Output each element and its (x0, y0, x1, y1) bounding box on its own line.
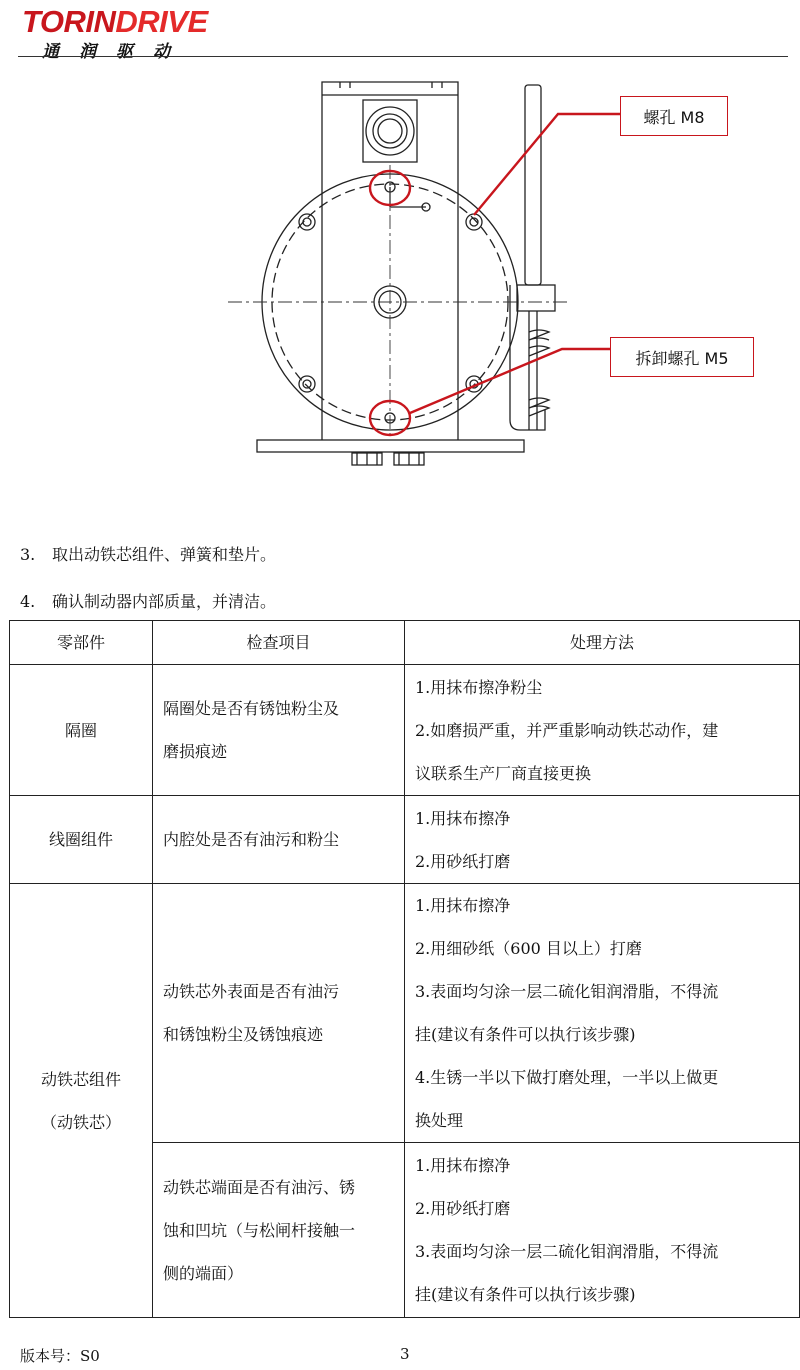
inspection-table (9, 620, 800, 1318)
method-cell: 1.用抹布擦净 2.用砂纸打磨 3.表面均匀涂一层二硫化钼润滑脂，不得流 挂(建议有条件可以执行该步骤) (405, 1143, 800, 1318)
part-cell: 动铁芯组件 （动铁芯） (10, 884, 153, 1318)
part-cell: 隔圈 (10, 665, 153, 796)
table-header-row (10, 621, 800, 665)
lever-clamp (517, 285, 555, 311)
check-cell: 动铁芯端面是否有油污、锈 蚀和凹坑（与松闸杆接触一 侧的端面） (153, 1143, 405, 1318)
version-label: 版本号：S0 (20, 1347, 100, 1365)
check-cell: 内腔处是否有油污和粉尘 (153, 796, 405, 884)
step-text: 取出动铁芯组件、弹簧和垫片。 (52, 545, 277, 564)
method-cell: 1.用抹布擦净 2.用砂纸打磨 (405, 796, 800, 884)
header-check: 检查项目 (153, 621, 405, 665)
header-divider (18, 56, 788, 57)
method-cell: 1.用抹布擦净 2.用细砂纸（600 目以上）打磨 3.表面均匀涂一层二硫化钼润滑脂，不得流 挂(建议有条件可以执行该步骤) 4.生锈一半以下做打磨处理，一半以上做更 换处理 (405, 884, 800, 1143)
part-cell: 线圈组件 (10, 796, 153, 884)
table-row (10, 884, 800, 1143)
step-3 (20, 542, 276, 565)
header-part: 零部件 (10, 621, 153, 665)
check-cell: 动铁芯外表面是否有油污 和锈蚀粉尘及锈蚀痕迹 (153, 884, 405, 1143)
table-row (10, 665, 800, 796)
brake-diagram (200, 70, 760, 490)
brand-logo: TORINDRIVE (22, 4, 208, 39)
step-4 (20, 589, 276, 612)
base-plate (257, 440, 524, 452)
step-text: 确认制动器内部质量，并清洁。 (52, 592, 277, 611)
lever-rod (525, 85, 541, 285)
step-number: 4. (20, 592, 36, 611)
callout-screw-m8: 螺孔 M8 (620, 96, 728, 136)
table-row (10, 796, 800, 884)
brand-logo-cn: 通润驱动 (42, 42, 190, 62)
check-cell: 隔圈处是否有锈蚀粉尘及 磨损痕迹 (153, 665, 405, 796)
page-header (18, 4, 788, 60)
leader-top (474, 114, 621, 215)
method-cell: 1.用抹布擦净粉尘 2.如磨损严重，并严重影响动铁芯动作，建 议联系生产厂商直接更换 (405, 665, 800, 796)
cable-gland (363, 100, 417, 162)
header-method: 处理方法 (405, 621, 800, 665)
spring (529, 330, 549, 416)
step-number: 3. (20, 545, 36, 564)
callout-screw-m5: 拆卸螺孔 M5 (610, 337, 754, 377)
page-number: 3 (400, 1345, 410, 1363)
